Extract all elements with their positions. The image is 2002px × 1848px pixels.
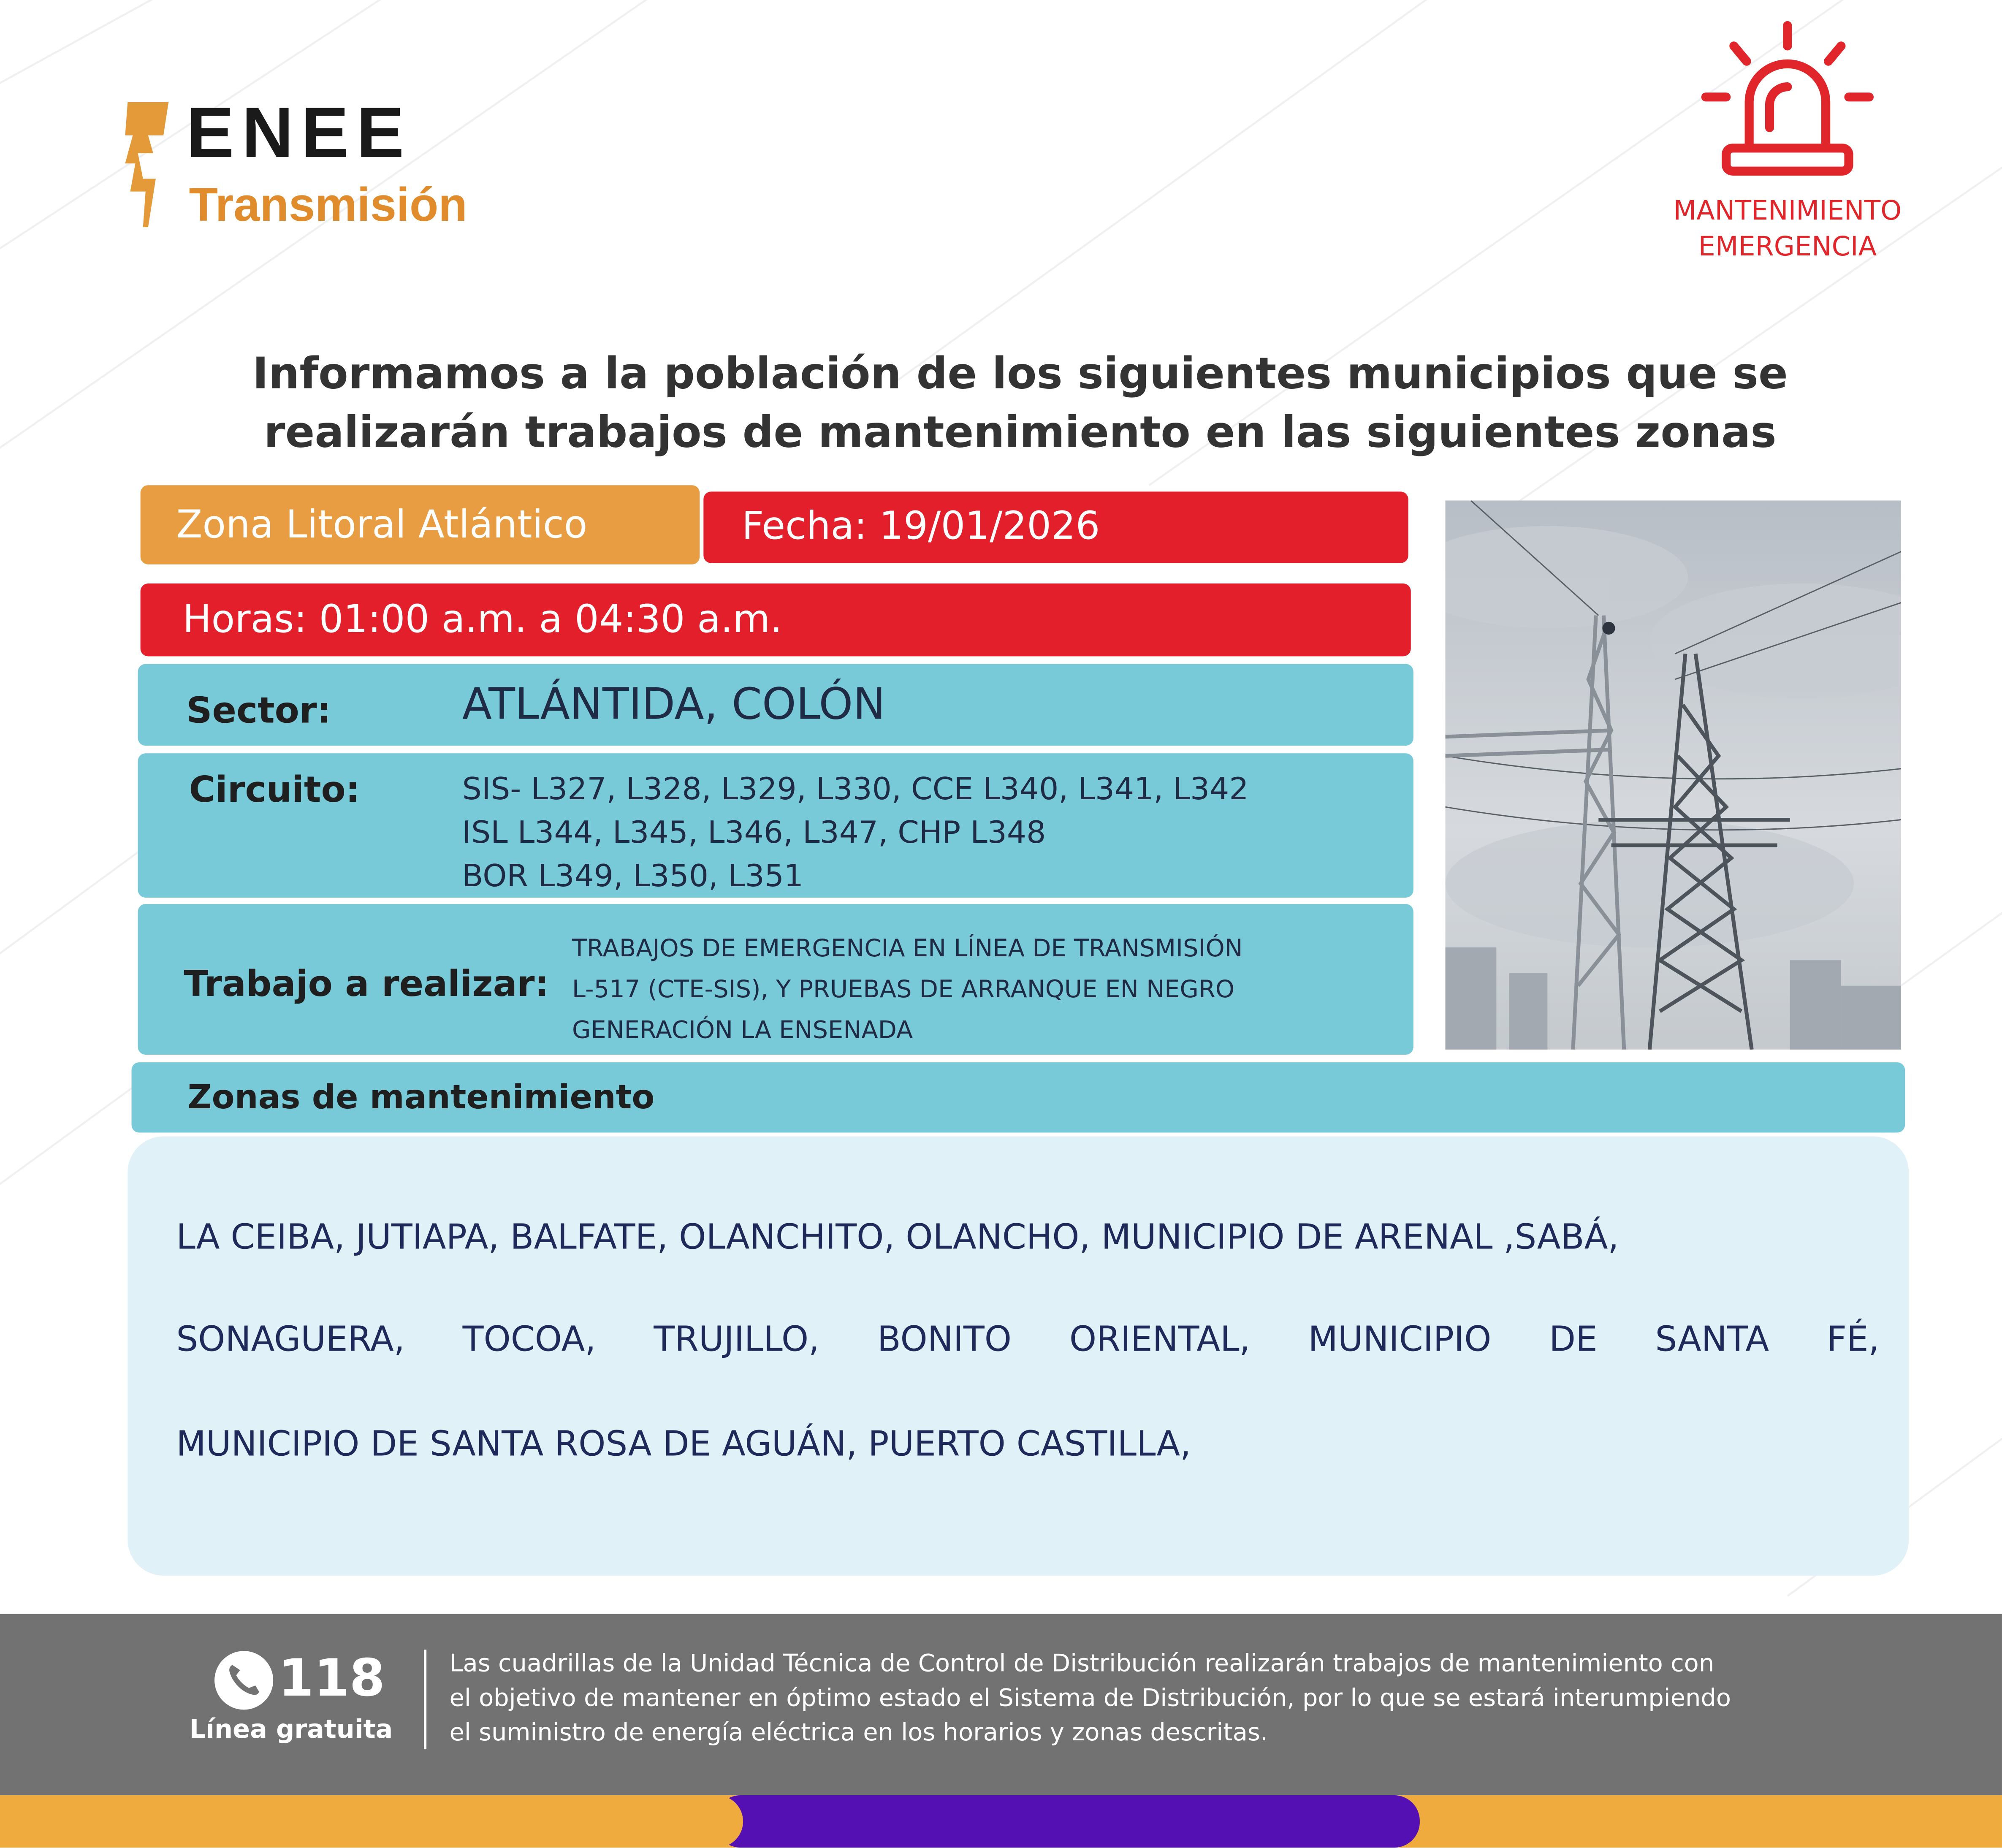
enee-logo-subtitle: Transmisión (189, 179, 467, 231)
zone-item: FÉ, (1827, 1320, 1880, 1360)
zone-line-2 (176, 1320, 1879, 1360)
hotline-label: Línea gratuita (189, 1713, 393, 1745)
zone-item: BONITO (877, 1320, 1012, 1360)
zones-header (131, 1062, 1905, 1132)
zone-label: Zona Litoral Atlántico (176, 503, 588, 548)
badge-line-1: MANTENIMIENTO (1673, 195, 1902, 226)
badge-line-2: EMERGENCIA (1698, 231, 1877, 262)
hotline-number: 118 (278, 1650, 385, 1709)
zone-item: DE (1549, 1320, 1598, 1360)
work-line-2: L-517 (CTE-SIS), Y PRUEBAS DE ARRANQUE EN NEGRO (572, 975, 1235, 1004)
circuit-label: Circuito: (189, 768, 360, 811)
bottom-bar-orange-cap (0, 1795, 743, 1848)
zones-header-label: Zonas de mantenimiento (187, 1079, 655, 1118)
zone-item: MUNICIPIO (1308, 1320, 1492, 1360)
headline-line-2: realizarán trabajos de mantenimiento en las siguientes zonas (263, 407, 1777, 459)
transmission-tower-photo (1445, 500, 1901, 1049)
zone-banner (141, 485, 700, 564)
circuit-line-1: SIS- L327, L328, L329, L330, CCE L340, L341, L342 (462, 771, 1249, 807)
circuit-row (138, 753, 1413, 898)
sector-row (138, 664, 1413, 746)
work-line-3: GENERACIÓN LA ENSENADA (572, 1016, 913, 1045)
enee-logo-mark (125, 102, 171, 227)
zone-item: SONAGUERA, (176, 1320, 405, 1360)
sector-label: Sector: (186, 689, 331, 732)
zone-item: SANTA (1655, 1320, 1769, 1360)
hours-label: Horas: 01:00 a.m. a 04:30 a.m. (182, 597, 782, 643)
circuit-line-2: ISL L344, L345, L346, L347, CHP L348 (462, 814, 1046, 851)
sector-value: ATLÁNTIDA, COLÓN (462, 679, 886, 730)
footer-text-line-3: el suministro de energía eléctrica en los horarios y zonas descritas. (449, 1718, 1268, 1747)
work-line-1: TRABAJOS DE EMERGENCIA EN LÍNEA DE TRANSMISIÓN (572, 934, 1243, 963)
zone-item: ORIENTAL, (1069, 1320, 1251, 1360)
hours-banner (141, 583, 1411, 656)
date-label: Fecha: 19/01/2026 (742, 504, 1100, 549)
footer-divider (424, 1650, 426, 1749)
zone-item: TRUJILLO, (654, 1320, 820, 1360)
work-label: Trabajo a realizar: (184, 963, 549, 1005)
zone-line-1: LA CEIBA, JUTIAPA, BALFATE, OLANCHITO, OLANCHO, MUNICIPIO DE ARENAL ,SABÁ, (176, 1218, 1619, 1258)
zone-item: TOCOA, (462, 1320, 596, 1360)
circuit-line-3: BOR L349, L350, L351 (462, 858, 804, 894)
work-row (138, 904, 1413, 1055)
bottom-bar-purple (715, 1795, 1420, 1848)
zone-line-3: MUNICIPIO DE SANTA ROSA DE AGUÁN, PUERTO CASTILLA, (176, 1425, 1191, 1465)
headline-line-1: Informamos a la población de los siguientes municipios que se (252, 348, 1788, 400)
phone-icon (213, 1650, 274, 1711)
footer-text-line-2: el objetivo de mantener en óptimo estado el Sistema de Distribución, por lo que se estará interumpiendo (449, 1684, 1731, 1712)
siren-icon (1698, 15, 1877, 181)
date-banner (703, 491, 1408, 563)
enee-logo-text: ENEE (186, 92, 412, 173)
footer-text-line-1: Las cuadrillas de la Unidad Técnica de Control de Distribución realizarán trabajos de mantenimiento con (449, 1650, 1714, 1678)
